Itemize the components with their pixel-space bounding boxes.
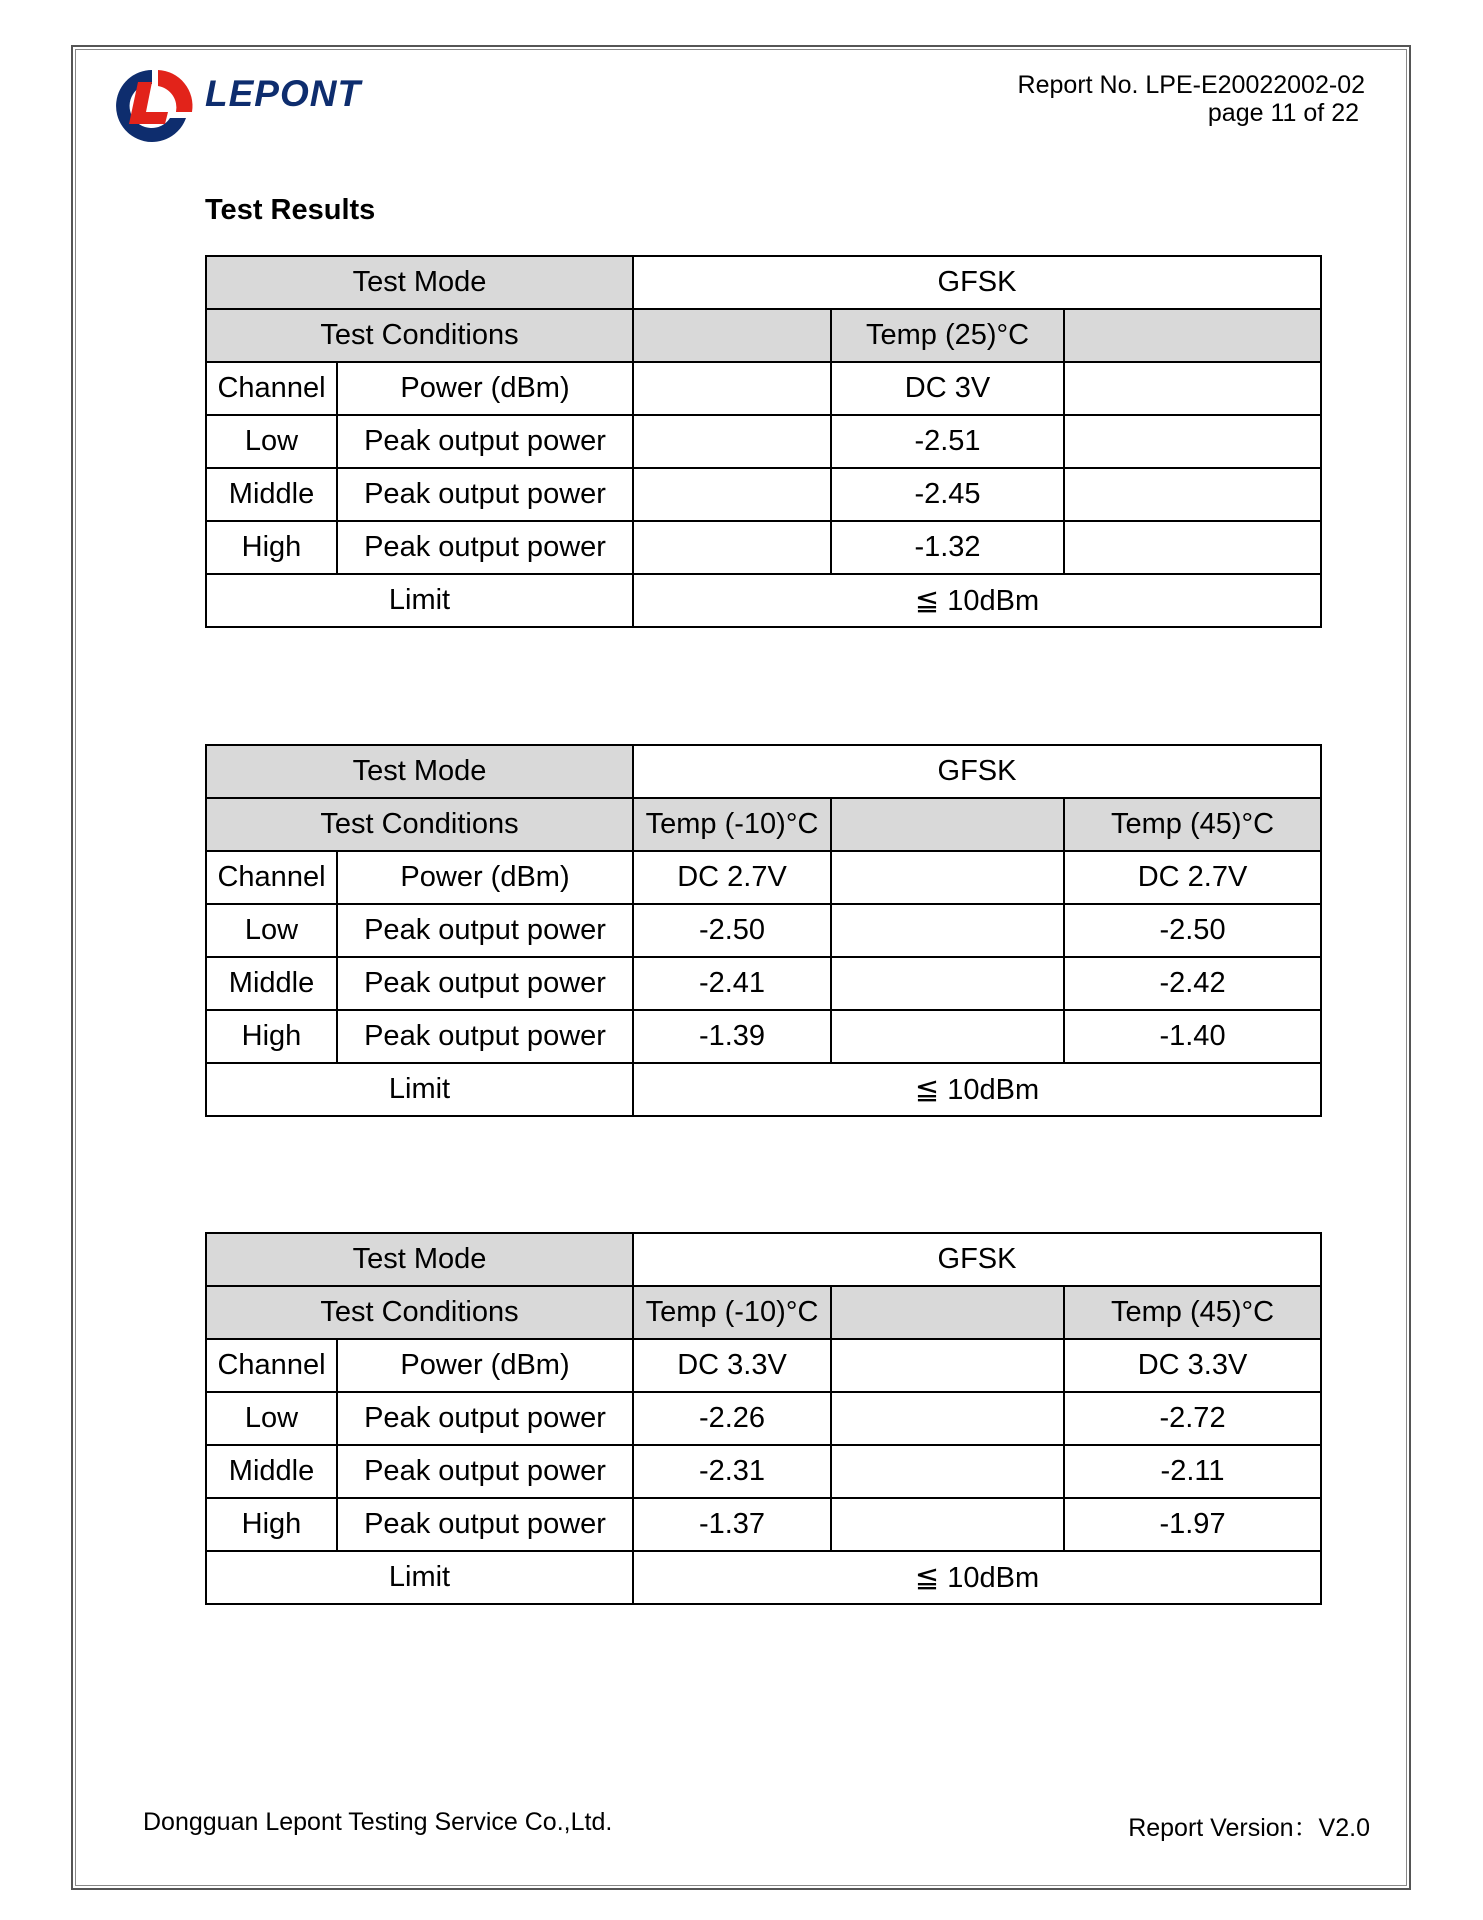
limit-value: ≦ 10dBm: [633, 1063, 1321, 1116]
condition-cell: Temp (-10)°C: [633, 798, 831, 851]
item-cell: Peak output power: [337, 1392, 633, 1445]
value-cell: [831, 1498, 1064, 1551]
item-cell: Peak output power: [337, 904, 633, 957]
condition-cell: Temp (45)°C: [1064, 1286, 1321, 1339]
voltage-cell: DC 2.7V: [1064, 851, 1321, 904]
table-row: [206, 851, 1321, 904]
value-cell: [1064, 521, 1321, 574]
value-cell: -1.37: [633, 1498, 831, 1551]
value-cell: [1064, 468, 1321, 521]
test-conditions-label: Test Conditions: [206, 309, 633, 362]
table-row: [206, 1010, 1321, 1063]
value-cell: -1.40: [1064, 1010, 1321, 1063]
voltage-cell: DC 3.3V: [1064, 1339, 1321, 1392]
item-cell: Peak output power: [337, 957, 633, 1010]
value-cell: -2.50: [1064, 904, 1321, 957]
limit-label: Limit: [206, 1063, 633, 1116]
value-cell: [633, 468, 831, 521]
voltage-cell: [831, 1339, 1064, 1392]
condition-cell: [1064, 309, 1321, 362]
voltage-cell: DC 3.3V: [633, 1339, 831, 1392]
table-row: [206, 415, 1321, 468]
page-total: 22: [1331, 99, 1359, 127]
test-mode-value: GFSK: [633, 745, 1321, 798]
test-conditions-label: Test Conditions: [206, 1286, 633, 1339]
limit-value: ≦ 10dBm: [633, 1551, 1321, 1604]
value-cell: [831, 1010, 1064, 1063]
page-of: of: [1303, 99, 1325, 127]
voltage-cell: [831, 851, 1064, 904]
channel-cell: Middle: [206, 957, 337, 1010]
value-cell: [831, 957, 1064, 1010]
table-row: [206, 1063, 1321, 1116]
voltage-cell: [1064, 362, 1321, 415]
channel-header: Channel: [206, 1339, 337, 1392]
test-mode-label: Test Mode: [206, 745, 633, 798]
value-cell: -1.32: [831, 521, 1064, 574]
table-row: [206, 1498, 1321, 1551]
value-cell: [831, 1392, 1064, 1445]
limit-label: Limit: [206, 574, 633, 627]
table-row: [206, 521, 1321, 574]
test-mode-value: GFSK: [633, 256, 1321, 309]
value-cell: [831, 1445, 1064, 1498]
condition-cell: Temp (-10)°C: [633, 1286, 831, 1339]
table-row: [206, 574, 1321, 627]
value-cell: -2.45: [831, 468, 1064, 521]
table-row: [206, 1392, 1321, 1445]
channel-header: Channel: [206, 362, 337, 415]
logo-text: LEPONT: [205, 73, 362, 114]
channel-header: Channel: [206, 851, 337, 904]
voltage-cell: [633, 362, 831, 415]
value-cell: [633, 521, 831, 574]
results-table-1: [205, 255, 1322, 628]
test-mode-label: Test Mode: [206, 256, 633, 309]
results-table-2: [205, 744, 1322, 1117]
table-row: [206, 745, 1321, 798]
table-row: [206, 1551, 1321, 1604]
channel-cell: Middle: [206, 1445, 337, 1498]
page-label: page: [1207, 99, 1264, 127]
value-cell: -2.51: [831, 415, 1064, 468]
condition-cell: Temp (25)°C: [831, 309, 1064, 362]
value-cell: -1.39: [633, 1010, 831, 1063]
channel-cell: High: [206, 521, 337, 574]
results-table-3: [205, 1232, 1322, 1605]
condition-cell: [831, 798, 1064, 851]
channel-cell: High: [206, 1498, 337, 1551]
report-number: Report No. LPE-E20022002-02: [1017, 71, 1365, 99]
table-row: [206, 904, 1321, 957]
table-row: [206, 256, 1321, 309]
table-row: [206, 468, 1321, 521]
table-row: [206, 1445, 1321, 1498]
limit-label: Limit: [206, 1551, 633, 1604]
channel-cell: Low: [206, 1392, 337, 1445]
footer-company: Dongguan Lepont Testing Service Co.,Ltd.: [143, 1808, 613, 1836]
value-cell: -2.31: [633, 1445, 831, 1498]
test-conditions-label: Test Conditions: [206, 798, 633, 851]
table-row: [206, 957, 1321, 1010]
limit-value: ≦ 10dBm: [633, 574, 1321, 627]
table-row: [206, 309, 1321, 362]
table-row: [206, 798, 1321, 851]
voltage-cell: DC 3V: [831, 362, 1064, 415]
footer-version: Report Version：V2.0: [1128, 1814, 1370, 1842]
item-cell: Peak output power: [337, 415, 633, 468]
test-mode-value: GFSK: [633, 1233, 1321, 1286]
value-cell: [1064, 415, 1321, 468]
page-indicator: [1208, 99, 1359, 128]
table-row: [206, 362, 1321, 415]
value-cell: [633, 415, 831, 468]
value-cell: [831, 904, 1064, 957]
power-header: Power (dBm): [337, 851, 633, 904]
item-cell: Peak output power: [337, 1010, 633, 1063]
lepont-logo: [108, 66, 408, 146]
test-mode-label: Test Mode: [206, 1233, 633, 1286]
item-cell: Peak output power: [337, 468, 633, 521]
power-header: Power (dBm): [337, 1339, 633, 1392]
channel-cell: Middle: [206, 468, 337, 521]
power-header: Power (dBm): [337, 362, 633, 415]
table-row: [206, 1233, 1321, 1286]
page-current: 11: [1270, 99, 1297, 127]
value-cell: -2.11: [1064, 1445, 1321, 1498]
channel-cell: Low: [206, 904, 337, 957]
value-cell: -2.50: [633, 904, 831, 957]
item-cell: Peak output power: [337, 1445, 633, 1498]
table-row: [206, 1339, 1321, 1392]
value-cell: -2.41: [633, 957, 831, 1010]
condition-cell: [633, 309, 831, 362]
section-title: Test Results: [205, 194, 376, 226]
value-cell: -1.97: [1064, 1498, 1321, 1551]
voltage-cell: DC 2.7V: [633, 851, 831, 904]
condition-cell: [831, 1286, 1064, 1339]
value-cell: -2.72: [1064, 1392, 1321, 1445]
item-cell: Peak output power: [337, 521, 633, 574]
channel-cell: High: [206, 1010, 337, 1063]
item-cell: Peak output power: [337, 1498, 633, 1551]
channel-cell: Low: [206, 415, 337, 468]
condition-cell: Temp (45)°C: [1064, 798, 1321, 851]
table-row: [206, 1286, 1321, 1339]
value-cell: -2.42: [1064, 957, 1321, 1010]
value-cell: -2.26: [633, 1392, 831, 1445]
